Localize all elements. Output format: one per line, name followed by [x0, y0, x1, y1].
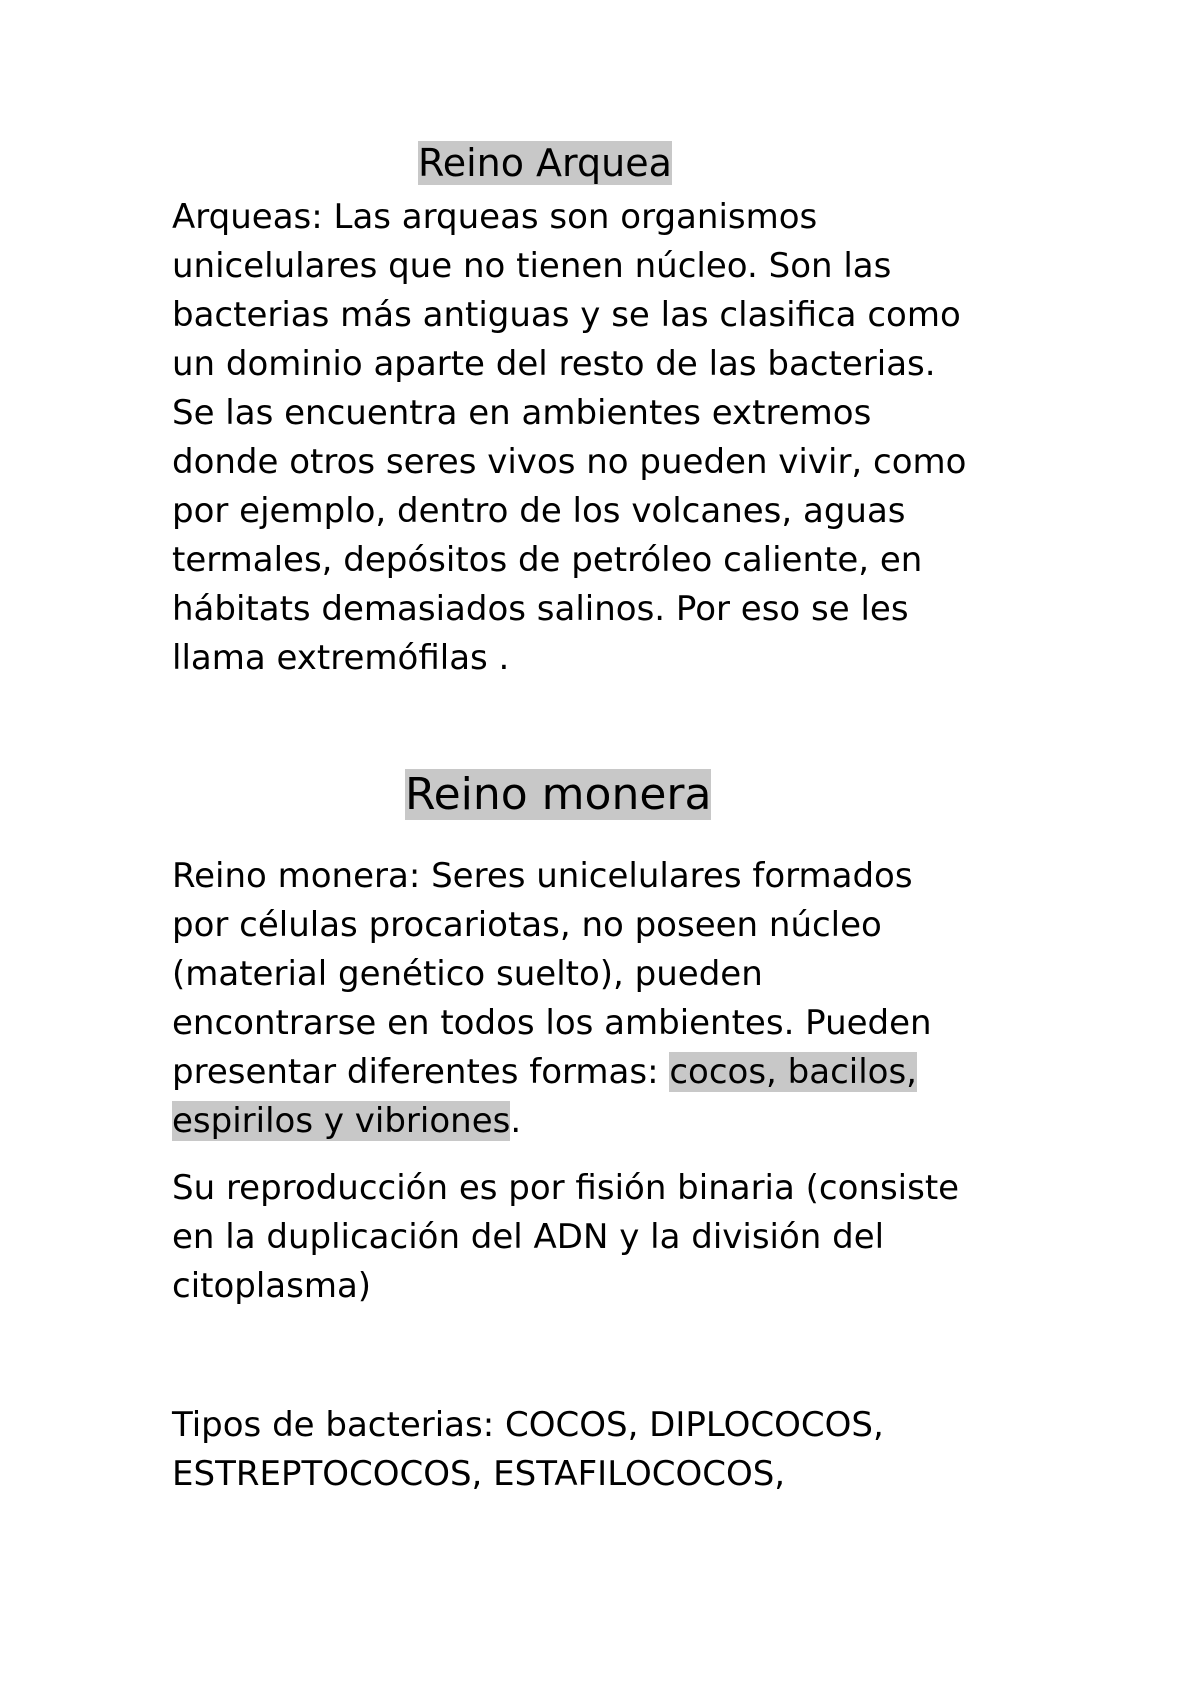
highlighted-forms: espirilos y vibriones [172, 1101, 511, 1141]
paragraph-reproduccion [172, 1164, 1052, 1311]
text-line: hábitats demasiados salinos. Por eso se les [172, 589, 909, 629]
heading-reino-arquea [418, 142, 672, 186]
text-line: Reino monera: Seres unicelulares formados [172, 856, 913, 896]
text-line: unicelulares que no tienen núcleo. Son las [172, 246, 892, 286]
text-line: donde otros seres vivos no pueden vivir, como [172, 442, 967, 482]
text-line: por ejemplo, dentro de los volcanes, aguas [172, 491, 906, 531]
paragraph-arqueas [172, 193, 1052, 683]
text-line: Tipos de bacterias: COCOS, DIPLOCOCOS, [172, 1405, 884, 1445]
heading-reino-monera [405, 770, 711, 821]
text-line: encontrarse en todos los ambientes. Pueden [172, 1003, 932, 1043]
heading-reino-monera-text: Reino monera [405, 769, 712, 820]
text-line: en la duplicación del ADN y la división del [172, 1217, 885, 1257]
text-line [172, 1048, 1052, 1097]
highlighted-forms: cocos, bacilos, [669, 1052, 917, 1092]
text-line: ESTREPTOCOCOS, ESTAFILOCOCOS, [172, 1454, 786, 1494]
text-line: llama extremófilas . [172, 638, 510, 678]
text-line: Se las encuentra en ambientes extremos [172, 393, 872, 433]
paragraph-tipos-bacterias [172, 1401, 1052, 1499]
text-line: citoplasma) [172, 1266, 372, 1306]
text-line: un dominio aparte del resto de las bacterias. [172, 344, 936, 384]
text-line: Arqueas: Las arqueas son organismos [172, 197, 818, 237]
text-line: Su reproducción es por fisión binaria (consiste [172, 1168, 960, 1208]
text-line: (material genético suelto), pueden [172, 954, 763, 994]
text-line: por células procariotas, no poseen núcleo [172, 905, 882, 945]
paragraph-monera-description [172, 852, 1052, 1146]
text-plain: . [510, 1101, 522, 1141]
text-plain: presentar diferentes formas: [172, 1052, 670, 1092]
heading-reino-arquea-text: Reino Arquea [418, 141, 672, 185]
text-line: bacterias más antiguas y se las clasifica como [172, 295, 961, 335]
text-line [172, 1097, 1052, 1146]
text-line: termales, depósitos de petróleo caliente, en [172, 540, 923, 580]
